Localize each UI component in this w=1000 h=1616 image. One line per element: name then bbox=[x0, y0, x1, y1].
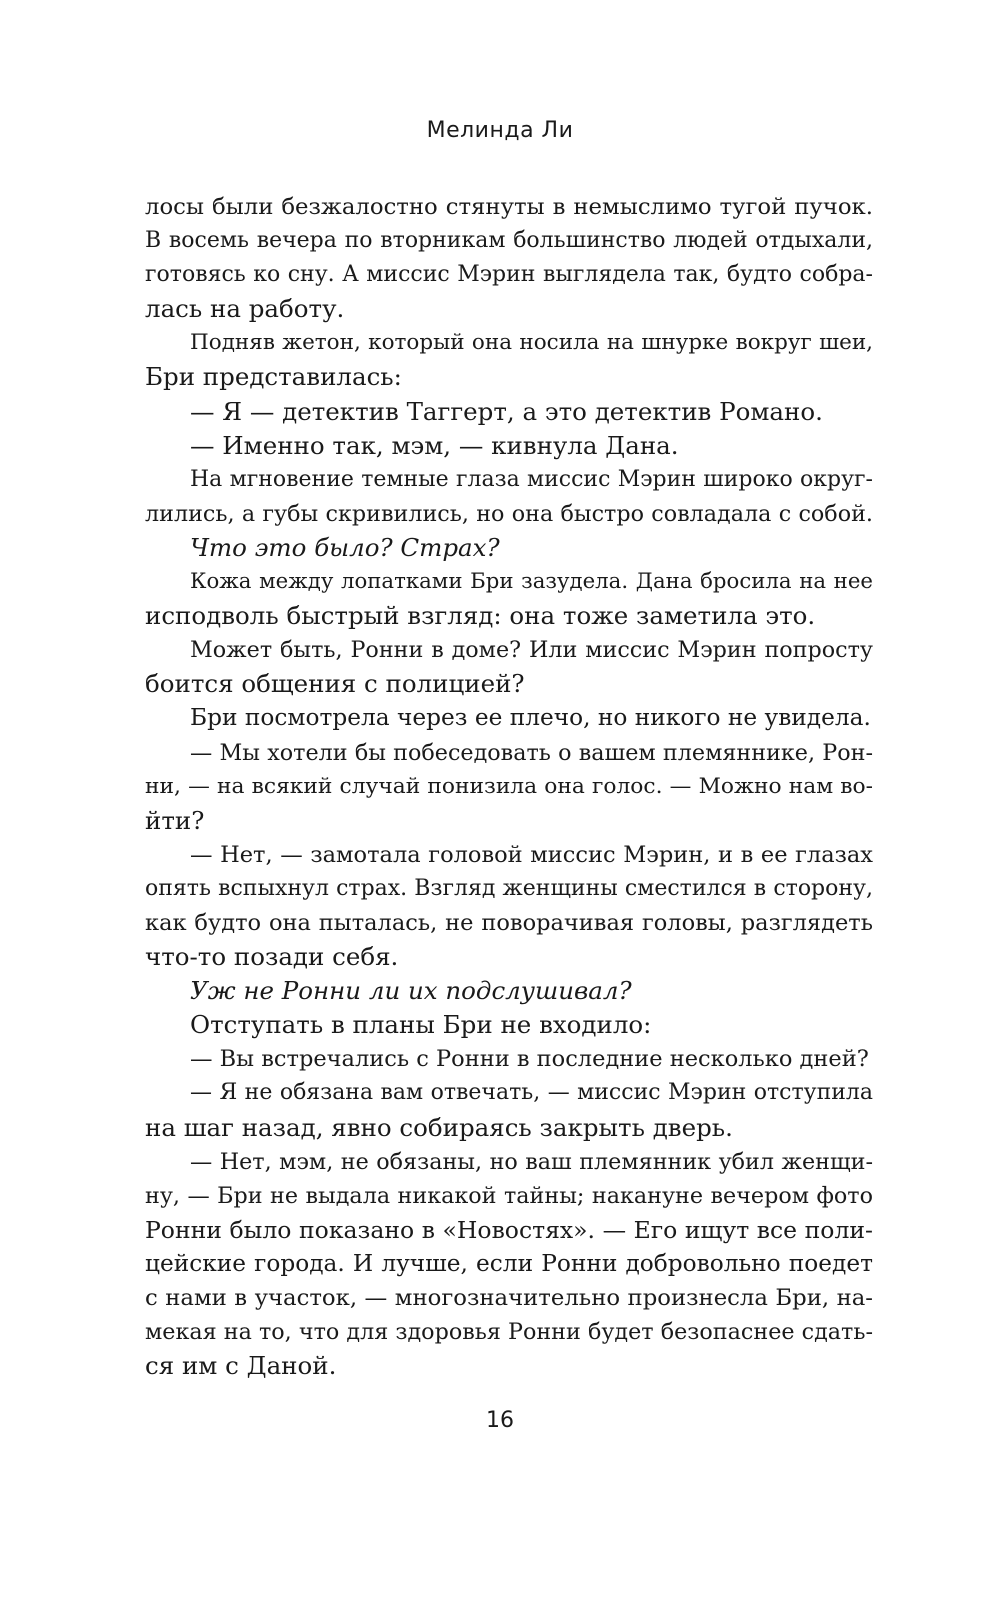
text-line: опять вспыхнул страх. Взгляд женщины сместился в сторону, bbox=[145, 875, 873, 901]
text-line: йти? bbox=[145, 805, 205, 835]
text-line: как будто она пыталась, не поворачивая головы, разглядеть bbox=[145, 909, 873, 936]
text-line: — Вы встречались с Ронни в последние несколько дней? bbox=[190, 1046, 869, 1073]
text-line: Бри представилась: bbox=[145, 362, 402, 392]
text-line: — Именно так, мэм, — кивнула Дана. bbox=[190, 430, 679, 460]
text-line: Ронни было показано в «Новостях». — Его ищут все поли- bbox=[145, 1215, 873, 1244]
text-line: готовясь ко сну. А миссис Мэрин выглядела так, будто собра- bbox=[145, 262, 873, 288]
text-line: Уж не Ронни ли их подслушивал? bbox=[190, 976, 632, 1006]
text-line: с нами в участок, — многозначительно произнесла Бри, на- bbox=[145, 1285, 873, 1311]
text-line: На мгновение темные глаза миссис Мэрин широко округ- bbox=[190, 466, 873, 492]
text-line: В восемь вечера по вторникам большинство людей отдыхали, bbox=[145, 228, 873, 254]
text-line: на шаг назад, явно собираясь закрыть дверь. bbox=[145, 1112, 733, 1142]
text-line: цейские города. И лучше, если Ронни добровольно поедет bbox=[145, 1249, 873, 1277]
text-line: Может быть, Ронни в доме? Или миссис Мэрин попросту bbox=[190, 637, 873, 664]
body-text bbox=[145, 190, 873, 1383]
text-line: Что это было? Страх? bbox=[190, 532, 500, 562]
text-line: — Нет, мэм, не обязаны, но ваш племянник убил женщи- bbox=[190, 1148, 873, 1175]
text-line: — Нет, — замотала головой миссис Мэрин, и в ее глазах bbox=[190, 841, 873, 868]
text-line: — Я не обязана вам отвечать, — миссис Мэрин отступила bbox=[190, 1080, 873, 1106]
text-line: боится общения с полицией? bbox=[145, 669, 525, 699]
text-line: что-то позади себя. bbox=[145, 942, 399, 972]
text-line: лосы были безжалостно стянуты в немыслимо тугой пучок. bbox=[145, 194, 873, 220]
running-head-author: Мелинда Ли bbox=[426, 118, 574, 143]
text-line: — Мы хотели бы побеседовать о вашем племяннике, Рон- bbox=[190, 739, 873, 766]
page-number: 16 bbox=[486, 1408, 514, 1433]
text-line: Подняв жетон, который она носила на шнурке вокруг шеи, bbox=[190, 330, 873, 356]
text-line: исподволь быстрый взгляд: она тоже заметила это. bbox=[145, 601, 816, 631]
text-line: — Я — детектив Таггерт, а это детектив Романо. bbox=[190, 396, 823, 426]
text-line: Отступать в планы Бри не входило: bbox=[190, 1010, 652, 1040]
text-line: лились, а губы скривились, но она быстро совладала с собой. bbox=[145, 500, 873, 527]
text-line: ся им с Даной. bbox=[145, 1351, 337, 1381]
text-line: ни, — на всякий случай понизила она голос. — Можно нам во- bbox=[145, 773, 873, 799]
text-line: Бри посмотрела через ее плечо, но никого не увидела. bbox=[190, 704, 871, 732]
text-line: мекая на то, что для здоровья Ронни будет безопаснее сдать- bbox=[145, 1319, 873, 1346]
text-line: ну, — Бри не выдала никакой тайны; накануне вечером фото bbox=[145, 1182, 873, 1209]
text-line: Кожа между лопатками Бри зазудела. Дана бросила на нее bbox=[190, 569, 873, 595]
text-line: лась на работу. bbox=[145, 294, 345, 324]
